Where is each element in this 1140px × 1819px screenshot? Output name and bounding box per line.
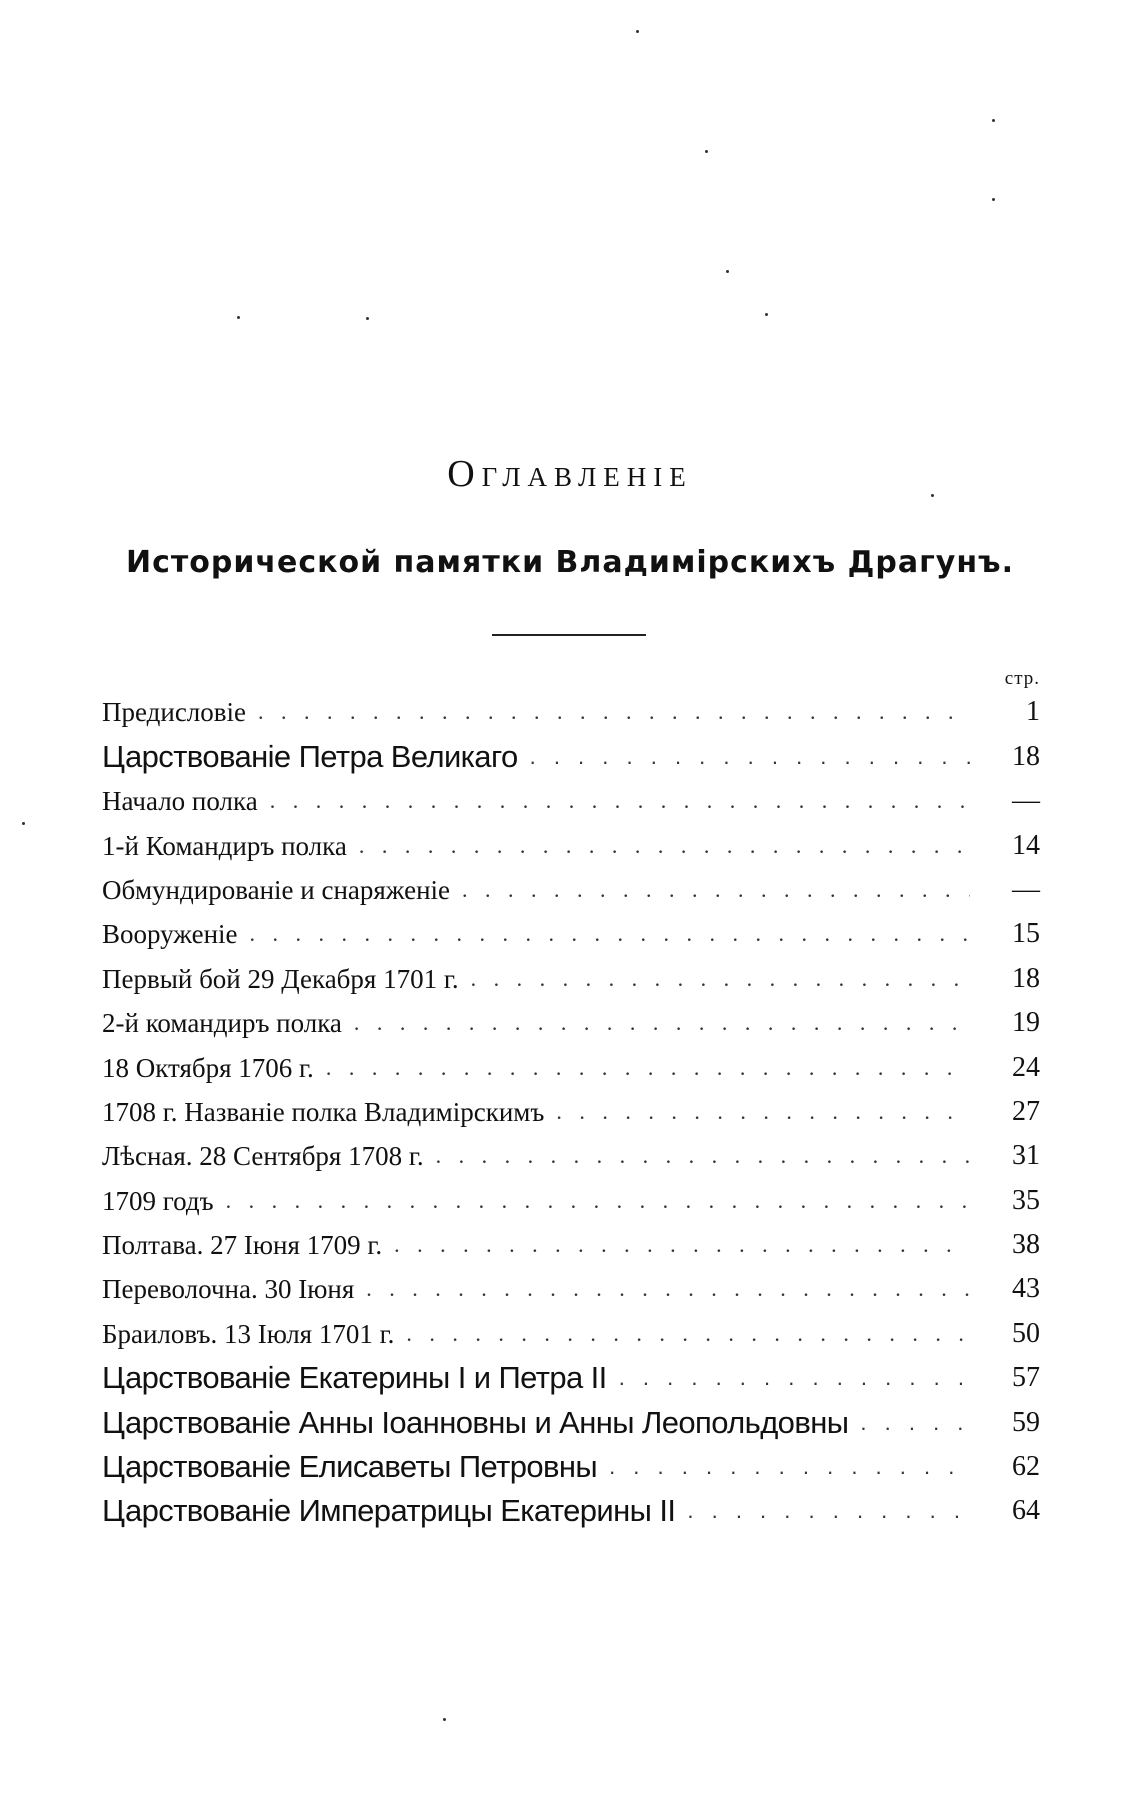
toc-entry-page: 24: [1012, 1051, 1040, 1083]
toc-dot-leader: [347, 824, 970, 868]
toc-entry-page: 15: [1012, 918, 1040, 950]
toc-entry: [102, 823, 1040, 867]
toc-entry: [102, 1311, 1040, 1355]
toc-entry-title: Царствованіе Анны Іоанновны и Анны Леопольдовны: [102, 1404, 849, 1440]
toc-dot-leader: [518, 735, 970, 779]
toc-entry-page: —: [1012, 873, 1040, 905]
print-speck: [765, 313, 768, 316]
print-speck: [726, 270, 729, 273]
toc-entry-page: 38: [1012, 1229, 1040, 1261]
toc-entry-title: Браиловъ. 13 Іюля 1701 г.: [102, 1318, 395, 1349]
page-column-label: стр.: [1004, 668, 1040, 689]
toc-entry: [102, 1178, 1040, 1222]
toc-entry-page: 57: [1012, 1362, 1040, 1394]
toc-dot-leader: [848, 1401, 970, 1445]
toc-entry-title: Царствованіе Петра Великаго: [102, 738, 518, 774]
toc-entry-page: 35: [1012, 1184, 1040, 1216]
toc-entry: [102, 1045, 1040, 1089]
toc-entry: [102, 1134, 1040, 1178]
toc-entry-title: Предисловіе: [102, 697, 247, 728]
toc-dot-leader: [238, 912, 970, 956]
toc-entry: [102, 1400, 1040, 1444]
toc-entry-title: Начало полка: [102, 786, 258, 817]
page-subtitle: Исторической памятки Владимірскихъ Драгунъ.: [126, 545, 1014, 580]
toc-entry-title: 2-й командиръ полка: [102, 1008, 342, 1039]
print-speck: [22, 822, 25, 825]
toc-dot-leader: [450, 868, 970, 912]
print-speck: [705, 150, 708, 153]
toc-dot-leader: [544, 1090, 970, 1134]
print-speck: [366, 317, 369, 320]
toc-dot-leader: [258, 779, 970, 823]
title-divider: [492, 634, 646, 636]
table-of-contents: [102, 690, 1040, 1533]
toc-dot-leader: [597, 1445, 970, 1489]
toc-dot-leader: [394, 1312, 970, 1356]
toc-entry-title: Переволочна. 30 Іюня: [102, 1274, 355, 1305]
print-speck: [636, 30, 639, 33]
toc-dot-leader: [354, 1267, 970, 1311]
page-title: Оглавленіе: [447, 453, 693, 495]
toc-entry: [102, 690, 1040, 734]
toc-entry: [102, 1445, 1040, 1489]
toc-entry-page: —: [1012, 785, 1040, 817]
toc-entry: [102, 1267, 1040, 1311]
toc-entry-title: Обмундированіе и снаряженіе: [102, 874, 451, 905]
toc-entry-page: 18: [1012, 740, 1040, 772]
toc-entry: [102, 912, 1040, 956]
toc-entry: [102, 1356, 1040, 1400]
toc-dot-leader: [459, 957, 970, 1001]
toc-entry-title: Полтава. 27 Іюня 1709 г.: [102, 1230, 383, 1261]
toc-entry-page: 64: [1012, 1495, 1040, 1527]
toc-entry-page: 1: [1026, 696, 1040, 728]
toc-entry-page: 50: [1012, 1317, 1040, 1349]
toc-entry: [102, 1223, 1040, 1267]
toc-dot-leader: [214, 1179, 970, 1223]
print-speck: [992, 198, 995, 201]
toc-entry: [102, 1001, 1040, 1045]
print-speck: [992, 119, 995, 122]
toc-entry: [102, 1090, 1040, 1134]
toc-dot-leader: [382, 1223, 970, 1267]
toc-dot-leader: [607, 1356, 970, 1400]
toc-entry-page: 43: [1012, 1273, 1040, 1305]
toc-entry: [102, 779, 1040, 823]
toc-entry-title: 1709 годъ: [102, 1185, 214, 1216]
toc-dot-leader: [246, 690, 970, 734]
toc-entry-title: 1708 г. Названіе полка Владимірскимъ: [102, 1096, 545, 1127]
toc-dot-leader: [675, 1489, 970, 1533]
print-speck: [443, 1718, 446, 1721]
toc-dot-leader: [314, 1046, 970, 1090]
toc-entry: [102, 734, 1040, 778]
toc-entry-page: 59: [1012, 1406, 1040, 1438]
toc-entry-page: 14: [1012, 829, 1040, 861]
toc-entry-title: Царствованіе Елисаветы Петровны: [102, 1449, 598, 1485]
toc-entry-page: 27: [1012, 1095, 1040, 1127]
toc-entry-title: Царствованіе Екатерины I и Петра II: [102, 1360, 607, 1396]
print-speck: [237, 316, 240, 319]
toc-dot-leader: [342, 1001, 970, 1045]
toc-entry: [102, 868, 1040, 912]
toc-entry-title: Лѣсная. 28 Сентября 1708 г.: [102, 1141, 424, 1172]
toc-entry-page: 31: [1012, 1140, 1040, 1172]
toc-entry-page: 19: [1012, 1007, 1040, 1039]
toc-entry-page: 62: [1012, 1451, 1040, 1483]
toc-entry-page: 18: [1012, 962, 1040, 994]
toc-entry-title: Вооруженіе: [102, 919, 238, 950]
toc-entry-title: Царствованіе Императрицы Екатерины II: [102, 1493, 676, 1529]
toc-entry: [102, 956, 1040, 1000]
toc-entry-title: 1-й Командиръ полка: [102, 830, 347, 861]
toc-entry-title: 18 Октября 1706 г.: [102, 1052, 314, 1083]
toc-entry: [102, 1489, 1040, 1533]
toc-dot-leader: [424, 1134, 970, 1178]
toc-entry-title: Первый бой 29 Декабря 1701 г.: [102, 963, 459, 994]
